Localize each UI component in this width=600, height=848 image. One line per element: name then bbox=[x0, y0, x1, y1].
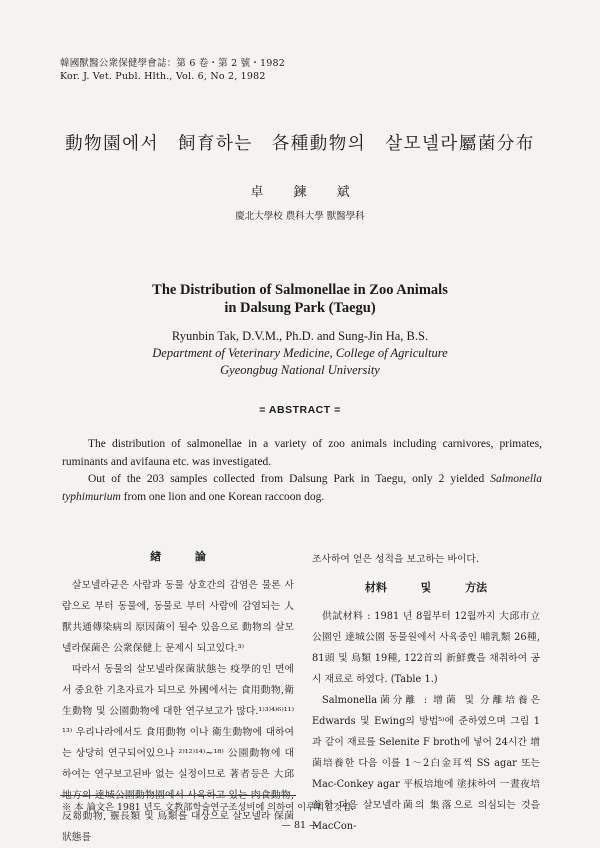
journal-header-english: Kor. J. Vet. Publ. Hlth., Vol. 6, No 2, 1982 bbox=[60, 71, 266, 82]
abstract-paragraph-2 bbox=[62, 471, 542, 506]
intro-paragraph-1: 살모넬라균은 사람과 동물 상호간의 감염은 물론 사람으로 부터 동물에, 동물로 부터 사람에 감염되는 人獸共通傳染病의 原因菌이 될수 있음으로 動物의 살모넬라保菌은 公衆保健上 문제시 되고있다.³⁾ bbox=[62, 580, 294, 654]
intro-continuation: 조사하여 얻은 성적을 보고하는 바이다. bbox=[312, 554, 479, 565]
title-english-line2: in Dalsung Park (Taegu) bbox=[224, 300, 376, 316]
footnote-rule bbox=[60, 795, 296, 796]
title-korean: 動物園에서 飼育하는 各種動物의 살모넬라屬菌分布 bbox=[65, 134, 535, 154]
title-english bbox=[0, 281, 600, 317]
authors-english bbox=[0, 328, 600, 379]
species-name: Salmonella typhimurium bbox=[62, 473, 542, 503]
intro-paragraph-2: 따라서 동물의 살모넬라保菌狀態는 疫學的인 면에서 중요한 기초자료가 되므로 外國에서는 食用動物,衛生動物 및 公園動物에 대한 연구보고가 많다.¹⁾³⁾⁴⁾⁶⁾¹¹⁾¹³⁾ 우리나라에서도 食用動物 이나 衛生動物에 대하여는 상당히 연구되어있으나 ²⁾¹²⁾¹⁴⁾~¹⁸⁾ 公園動物에 대하여는 연구보고된바 없는 실정이므로 著者등은 大邱地方의 達城公園動物園에서 사육하고 있는 肉食動物, 反芻動物, 靈長類 및 鳥類를 대상으로 살모넬라 保菌狀態를 bbox=[62, 664, 294, 843]
abstract-text: Out of the 203 samples collected from Dalsung Park in Taegu, only 2 yielded bbox=[88, 473, 491, 485]
section-heading-introduction: 緖 論 bbox=[150, 550, 206, 563]
author-names: Ryunbin Tak, D.V.M., Ph.D. and Sung-Jin Ha, B.S. bbox=[171, 329, 429, 343]
affiliation-korean: 慶北大學校 農科大學 獸醫學科 bbox=[235, 211, 365, 222]
footnote: ※ 本 論文은 1981 년도 文教部학술연구조성비에 의하여 이루워진것임. bbox=[62, 802, 354, 813]
journal-header-korean: 韓國獸醫公衆保健學會誌：第 6 卷・第 2 號・1982 bbox=[60, 58, 285, 69]
journal-header bbox=[60, 57, 285, 83]
methods-paragraph-1: 供試材料 : 1981 년 8월부터 12월까지 大邱市立公園인 達城公園 동물원에서 사육중인 哺乳類 26種, 81頭 및 鳥類 19種, 122首의 新鮮糞을 채취하여 공시 재료로 하였다. (Table 1.) bbox=[312, 611, 540, 685]
department: Department of Veterinary Medicine, College of Agriculture bbox=[152, 346, 448, 360]
university: Gyeongbug National University bbox=[220, 363, 380, 377]
abstract-heading: = ABSTRACT = bbox=[259, 404, 341, 416]
title-english-line1: The Distribution of Salmonellae in Zoo Animals bbox=[152, 282, 448, 298]
abstract-paragraph-1: The distribution of salmonellae in a variety of zoo animals including carnivores, primates, ruminants and avifauna etc. was investigated. bbox=[62, 438, 542, 468]
author-korean: 卓 鍊 斌 bbox=[250, 185, 350, 200]
section-heading-methods: 材料 및 方法 bbox=[364, 581, 488, 594]
abstract-body bbox=[62, 436, 542, 506]
right-column bbox=[312, 549, 540, 837]
abstract-text-end: from one lion and one Korean raccoon dog. bbox=[120, 490, 325, 503]
methods-paragraph-2: Salmonella菌分離 : 增菌 및 分離培養은 Edwards 및 Ewing의 방법⁵⁾에 준하였으며 그림 1과 같이 재료를 Selenite F broth에 넣어 24시간 增菌培養한 다음 이를 1～2白金耳씩 SS agar 또는 Mac-Conkey agar 平板培地에 塗抹하여 一晝夜培養한 다음 살모넬라菌의 集落으로 의심되는 것을 MacCon- bbox=[312, 695, 540, 832]
page-number: — 81 — bbox=[281, 820, 319, 831]
